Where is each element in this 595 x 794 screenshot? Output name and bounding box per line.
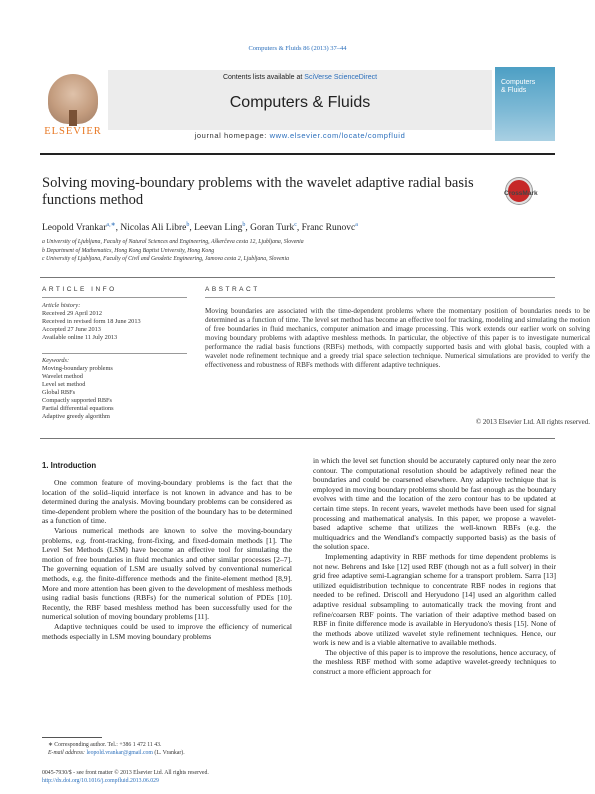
author[interactable]: Goran Turk$^c$, — [250, 222, 302, 234]
section-divider — [40, 277, 555, 278]
author[interactable]: Leopold Vrankar$^{a,∗}$, — [42, 222, 121, 234]
email-link[interactable]: leopold.vrankar@gmail.com — [86, 750, 153, 756]
left-column — [42, 478, 292, 641]
affiliation: a University of Ljubljana, Faculty of Natural Sciences and Engineering, Aškerčeva cesta 12, Ljubljana, Slovenia — [42, 239, 304, 245]
journal-reference[interactable]: Computers & Fluids 86 (2013) 37–44 — [248, 45, 347, 52]
journal-header — [40, 70, 555, 150]
author-list — [42, 221, 552, 233]
paragraph: The objective of this paper is to improve the resolutions, hence accuracy, of the meshless RBF method with some adaptive wavelet-greedy techniques to construct a more efficient approach for — [313, 647, 556, 677]
keyword: Partial differential equations — [42, 405, 114, 412]
author[interactable]: Leevan Ling$^b$, — [194, 222, 251, 234]
paragraph: Various numerical methods are known to solve the moving-boundary problems, e.g. front-tracking, front-fixing, and fixed-domain methods [1]. The Level Set Methods (LSM) have become an effective tool for simulating the motion of free boundaries in fluid mechanics and other similar processes [2–7]. The governing equation of LSM are usually solved by conventional numerical methods, e.g. the finite-difference methods and the finite-element method [8,9]. More and more attention has been given to the development of meshless methods using radial basis functions (RBFs) for the numerical solution of PDEs [10]. Recently, the RBF based meshless method has been successfully used for the numerical solution of moving boundary problems [11]. — [42, 525, 292, 622]
keyword: Level set method — [42, 381, 86, 388]
paragraph: Implementing adaptivity in RBF methods for time dependent problems is not new. Behrens and Iske [12] used RBF (though not as a full solver) in their grid free adaptive semi-Lagrangian scheme for a transport problem. Sarra [13] utilized equidistribution technique to concentrate RBF nodes in regions that needed to be refined. Driscoll and Heryudono [14] used an algorithm called adaptive residual subsampling to automatically track the moving front and refine/coarsen RBF points. The variation of their adaptive method based on RBF in finite difference mode is available in Heryudono's thesis [15]. None of the methods above utilized wavelet style refinement techniques. Hence, our work is new and is a viable alternative to available methods. — [313, 551, 556, 648]
section-divider — [40, 438, 555, 439]
issn-line: 0045-7930/$ - see front matter © 2013 Elsevier Ltd. All rights reserved. — [42, 770, 209, 776]
sciencedirect-link[interactable]: SciVerse ScienceDirect — [304, 74, 378, 81]
keyword: Adaptive greedy algorithm — [42, 413, 110, 420]
section-heading: 1. Introduction — [42, 461, 97, 470]
email-note: E-mail address: leopold.vrankar@gmail.com (L. Vrankar). — [48, 750, 185, 756]
paper-title: Solving moving-boundary problems with the wavelet adaptive radial basis functions method — [42, 175, 474, 208]
homepage-link[interactable]: www.elsevier.com/locate/compfluid — [269, 131, 406, 140]
keywords: Keywords: Moving-boundary problems Wavelet method Level set method Global RBFs Compactly supported RBFs Partial differential equations Adaptive greedy algorithm — [42, 357, 192, 421]
publisher-name: ELSEVIER — [44, 126, 102, 137]
keyword: Compactly supported RBFs — [42, 397, 112, 404]
corresponding-author-note: ∗ Corresponding author. Tel.: +386 1 472 11 43. — [48, 742, 162, 748]
journal-cover-thumbnail: Computers & Fluids — [495, 67, 555, 141]
abstract-heading: ABSTRACT — [205, 286, 260, 293]
author[interactable]: Nicolas Ali Libre$^b$, — [120, 222, 195, 234]
contents-line: Contents lists available at SciVerse ScienceDirect — [222, 74, 378, 81]
article-info-heading: ARTICLE INFO — [42, 286, 117, 293]
affiliation: c University of Ljubljana, Faculty of Civil and Geodetic Engineering, Jamova cesta 2, Ljubljana, Slovenia — [42, 256, 289, 262]
footnote-divider — [42, 737, 102, 738]
abstract-text: Moving boundaries are associated with the time-dependent problems where the momentary position of boundaries needs to be determined as a function of time. The level set method has become an effective tool for tracking, modeling and simulating the motion of free boundaries in fluid mechanics, computer animation and image processing. This work extends our earlier work on solving moving boundary problems with adaptive meshless methods. In particular, the objective of this paper is to investigate numerical performance the radial basis functions (RBFs) methods, with compactly supported basis and with global basis, coupled with a wavelet node refinement technique and a greedy trial space selection technique. Numerical simulations are provided to verify the effectiveness and robustness of RBFs methods with different adaptive techniques. — [205, 307, 590, 369]
journal-homepage: journal homepage: www.elsevier.com/locate/compfluid — [194, 131, 406, 140]
journal-title: Computers & Fluids — [229, 94, 371, 111]
copyright: © 2013 Elsevier Ltd. All rights reserved. — [475, 418, 590, 426]
keyword: Moving-boundary problems — [42, 365, 113, 372]
keyword: Global RBFs — [42, 389, 76, 396]
crossmark-badge[interactable]: CrossMark — [506, 178, 532, 204]
affiliation: b Department of Mathematics, Hong Kong Baptist University, Hong Kong — [42, 248, 215, 254]
elsevier-logo — [40, 70, 106, 142]
article-history: Article history: Received 29 April 2012 Received in revised form 18 June 2013 Accepted 27 June 2013 Available online 11 July 2013 — [42, 302, 141, 341]
doi-link[interactable]: http://dx.doi.org/10.1016/j.compfluid.2013.06.029 — [42, 778, 159, 784]
paragraph: One common feature of moving-boundary problems is the fact that the location of the solid–liquid interface is not known in advance and has to be determined during the analysis. Moving boundary problems can be considered as time-dependent problem where the position of the boundary has to be determined as a function of time. — [42, 478, 292, 526]
paragraph: in which the level set function should be accurately captured only near the zero contour. The computational resolution should be adaptively refined near the boundaries and could be coarsened elsewhere. Any adaptive technique that is employed in moving boundary problems should be fast enough as the boundary evolves with time and the location of the zero contour has to be updated at certain time steps. In recent years, wavelet methods have been used for signal processing and mathematical analysis. In this paper, we propose a wavelet-based adaptive scheme that utilizes the well-known RBFs (e.g. the multiquadrics and the Wendland's compactly supported basis) as the basis of the solution space. — [313, 456, 556, 552]
header-divider — [40, 153, 555, 155]
keyword: Wavelet method — [42, 373, 83, 380]
author[interactable]: Franc Runovc$^a$ — [301, 222, 358, 234]
right-column — [313, 456, 556, 677]
paragraph: Adaptive techniques could be used to improve the efficiency of numerical methods especially in LSM moving boundary problems — [42, 621, 292, 641]
